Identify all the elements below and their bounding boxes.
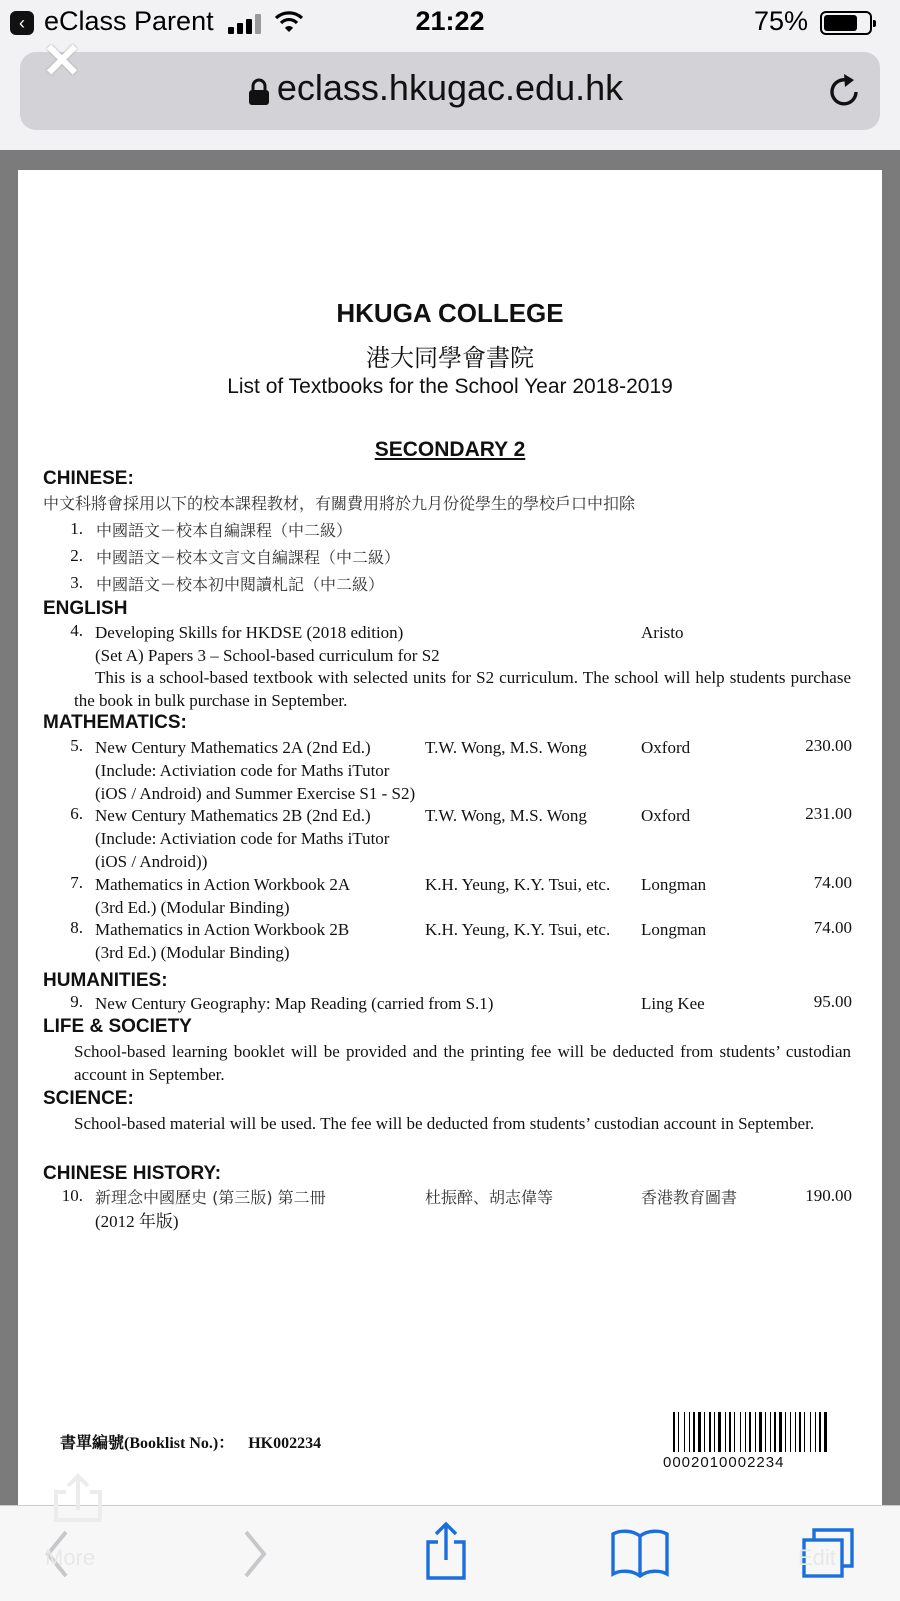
book-title: 中國語文－校本文言文自編課程（中二級） bbox=[96, 548, 401, 567]
forward-chevron-icon[interactable] bbox=[240, 1528, 270, 1580]
barcode-bar bbox=[729, 1412, 731, 1452]
chinese-note: 中文科將會採用以下的校本課程教材，有關費用將於九月份從學生的學校戶口中扣除 bbox=[43, 494, 636, 513]
item-number: 6. bbox=[70, 804, 83, 823]
barcode-bar bbox=[799, 1412, 801, 1452]
item-number: 3. bbox=[70, 573, 83, 592]
book-title: Developing Skills for HKDSE (2018 edition) bbox=[95, 623, 404, 642]
item-number: 8. bbox=[70, 918, 83, 937]
book-title-line2: (Set A) Papers 3 – School-based curriculum for S2 bbox=[95, 646, 440, 665]
barcode bbox=[673, 1412, 828, 1452]
book-price: 190.00 bbox=[805, 1186, 852, 1205]
barcode-bar bbox=[698, 1412, 701, 1452]
booklist-value: HK002234 bbox=[248, 1435, 322, 1452]
barcode-bar bbox=[740, 1412, 741, 1452]
booklist-label: 書單編號(Booklist No.)： bbox=[60, 1435, 235, 1452]
item-number: 10. bbox=[61, 1186, 83, 1205]
barcode-bar bbox=[790, 1412, 791, 1452]
book-author: T.W. Wong, M.S. Wong bbox=[425, 738, 587, 757]
document-subtitle: List of Textbooks for the School Year 2018-2019 bbox=[227, 375, 673, 398]
barcode-bar bbox=[810, 1412, 811, 1452]
section-science-title: SCIENCE: bbox=[43, 1088, 134, 1109]
book-price: 231.00 bbox=[805, 804, 852, 823]
barcode-bar bbox=[689, 1412, 690, 1452]
section-english-title: ENGLISH bbox=[43, 598, 128, 619]
book-title-line3: (iOS / Android) and Summer Exercise S1 - S2) bbox=[95, 784, 416, 803]
floating-share-icon[interactable] bbox=[50, 1470, 106, 1526]
book-price: 74.00 bbox=[813, 873, 852, 892]
book-price: 230.00 bbox=[805, 736, 852, 755]
barcode-bar bbox=[785, 1412, 786, 1452]
book-price: 95.00 bbox=[813, 992, 852, 1011]
barcode-bar bbox=[759, 1412, 762, 1452]
barcode-bar bbox=[684, 1412, 685, 1452]
barcode-bar bbox=[819, 1412, 821, 1452]
item-number: 9. bbox=[70, 992, 83, 1011]
life-society-note: School-based learning booklet will be provided and the printing fee will be deducted from students’ custodian account in September. bbox=[74, 1042, 851, 1084]
book-publisher: Longman bbox=[641, 920, 707, 939]
booklist-number bbox=[60, 1430, 321, 1453]
book-title: Mathematics in Action Workbook 2A bbox=[95, 875, 351, 894]
book-publisher: Aristo bbox=[641, 623, 684, 642]
barcode-bar bbox=[824, 1412, 827, 1452]
barcode-bar bbox=[673, 1412, 675, 1452]
status-bar bbox=[0, 0, 900, 46]
barcode-bar bbox=[804, 1412, 805, 1452]
book-title: New Century Geography: Map Reading (carried from S.1) bbox=[95, 994, 494, 1013]
browser-top-bar bbox=[0, 0, 900, 150]
book-title: 中國語文－校本初中閱讀札記（中二級） bbox=[96, 575, 385, 594]
barcode-bar bbox=[734, 1412, 735, 1452]
battery-percent: 75% bbox=[753, 6, 808, 36]
level-heading: SECONDARY 2 bbox=[374, 438, 526, 461]
edit-label[interactable]: Edit bbox=[798, 1545, 836, 1570]
book-author: K.H. Yeung, K.Y. Tsui, etc. bbox=[425, 875, 611, 894]
barcode-bar bbox=[765, 1412, 766, 1452]
barcode-bar bbox=[749, 1412, 751, 1452]
battery-icon bbox=[820, 11, 872, 35]
more-label[interactable]: More bbox=[45, 1545, 96, 1570]
book-price: 74.00 bbox=[813, 918, 852, 937]
book-title: 新理念中國歷史 (第三版) 第二冊 bbox=[95, 1188, 326, 1207]
book-author: T.W. Wong, M.S. Wong bbox=[425, 806, 587, 825]
book-title: Mathematics in Action Workbook 2B bbox=[95, 920, 350, 939]
barcode-bar bbox=[755, 1412, 756, 1452]
barcode-bar bbox=[678, 1412, 679, 1452]
item-number: 7. bbox=[70, 873, 83, 892]
address-bar[interactable] bbox=[20, 52, 880, 130]
barcode-bar bbox=[779, 1412, 782, 1452]
science-note: School-based material will be used. The fee will be deducted from students’ custodian account in September. bbox=[74, 1114, 815, 1133]
book-title-line2: (Include: Activiation code for Maths iTutor bbox=[95, 761, 390, 780]
back-to-app-label[interactable]: eClass Parent bbox=[44, 6, 214, 36]
book-publisher: 香港教育圖書 bbox=[641, 1188, 738, 1207]
book-title: 中國語文－校本自編課程（中二級） bbox=[96, 521, 353, 540]
item-number: 1. bbox=[70, 519, 83, 538]
book-title-line2: (3rd Ed.) (Modular Binding) bbox=[95, 943, 290, 962]
school-name: HKUGA COLLEGE bbox=[336, 298, 564, 328]
barcode-bar bbox=[770, 1412, 771, 1452]
item-number: 5. bbox=[70, 736, 83, 755]
book-title-line2: (Include: Activiation code for Maths iTutor bbox=[95, 829, 390, 848]
book-author: 杜振醉、胡志偉等 bbox=[425, 1188, 554, 1207]
barcode-bar bbox=[709, 1412, 711, 1452]
barcode-number: 0002010002234 bbox=[663, 1454, 785, 1471]
section-chinese-title: CHINESE: bbox=[43, 468, 134, 489]
share-icon[interactable] bbox=[424, 1520, 468, 1582]
book-publisher: Oxford bbox=[641, 806, 691, 825]
section-chinese-history-title: CHINESE HISTORY: bbox=[43, 1163, 222, 1184]
barcode-bar bbox=[774, 1412, 776, 1452]
english-note: This is a school-based textbook with selected units for S2 curriculum. The school will help students purchase the book in bulk purchase in September. bbox=[74, 668, 851, 710]
document-page bbox=[18, 170, 882, 1510]
bookmarks-icon[interactable] bbox=[610, 1528, 670, 1578]
url-text[interactable]: eclass.hkugac.edu.hk bbox=[276, 67, 624, 108]
book-title: New Century Mathematics 2B (2nd Ed.) bbox=[95, 806, 371, 825]
item-number: 4. bbox=[70, 621, 83, 640]
clock: 21:22 bbox=[415, 6, 485, 36]
section-mathematics-title: MATHEMATICS: bbox=[43, 712, 187, 733]
book-title-line2: (3rd Ed.) (Modular Binding) bbox=[95, 898, 290, 917]
book-title: New Century Mathematics 2A (2nd Ed.) bbox=[95, 738, 371, 757]
barcode-bar bbox=[725, 1412, 726, 1452]
section-humanities-title: HUMANITIES: bbox=[43, 970, 168, 991]
book-publisher: Longman bbox=[641, 875, 707, 894]
book-title-line3: (iOS / Android)) bbox=[95, 852, 208, 871]
barcode-bar bbox=[704, 1412, 705, 1452]
browser-bottom-toolbar bbox=[0, 1505, 900, 1601]
reload-icon[interactable] bbox=[826, 72, 862, 110]
barcode-bar bbox=[693, 1412, 695, 1452]
book-publisher: Oxford bbox=[641, 738, 691, 757]
barcode-bar bbox=[815, 1412, 816, 1452]
barcode-bar bbox=[745, 1412, 746, 1452]
school-name-chinese: 港大同學會書院 bbox=[366, 344, 534, 372]
book-title-line2: (2012 年版) bbox=[95, 1212, 179, 1231]
barcode-bar bbox=[714, 1412, 715, 1452]
book-author: K.H. Yeung, K.Y. Tsui, etc. bbox=[425, 920, 611, 939]
close-icon[interactable]: ✕ bbox=[41, 35, 83, 88]
barcode-bar bbox=[718, 1412, 721, 1452]
back-to-app-icon[interactable]: ‹ bbox=[10, 11, 34, 35]
item-number: 2. bbox=[70, 546, 83, 565]
barcode-bar bbox=[795, 1412, 796, 1452]
book-publisher: Ling Kee bbox=[641, 994, 705, 1013]
section-life-society-title: LIFE & SOCIETY bbox=[43, 1016, 192, 1037]
